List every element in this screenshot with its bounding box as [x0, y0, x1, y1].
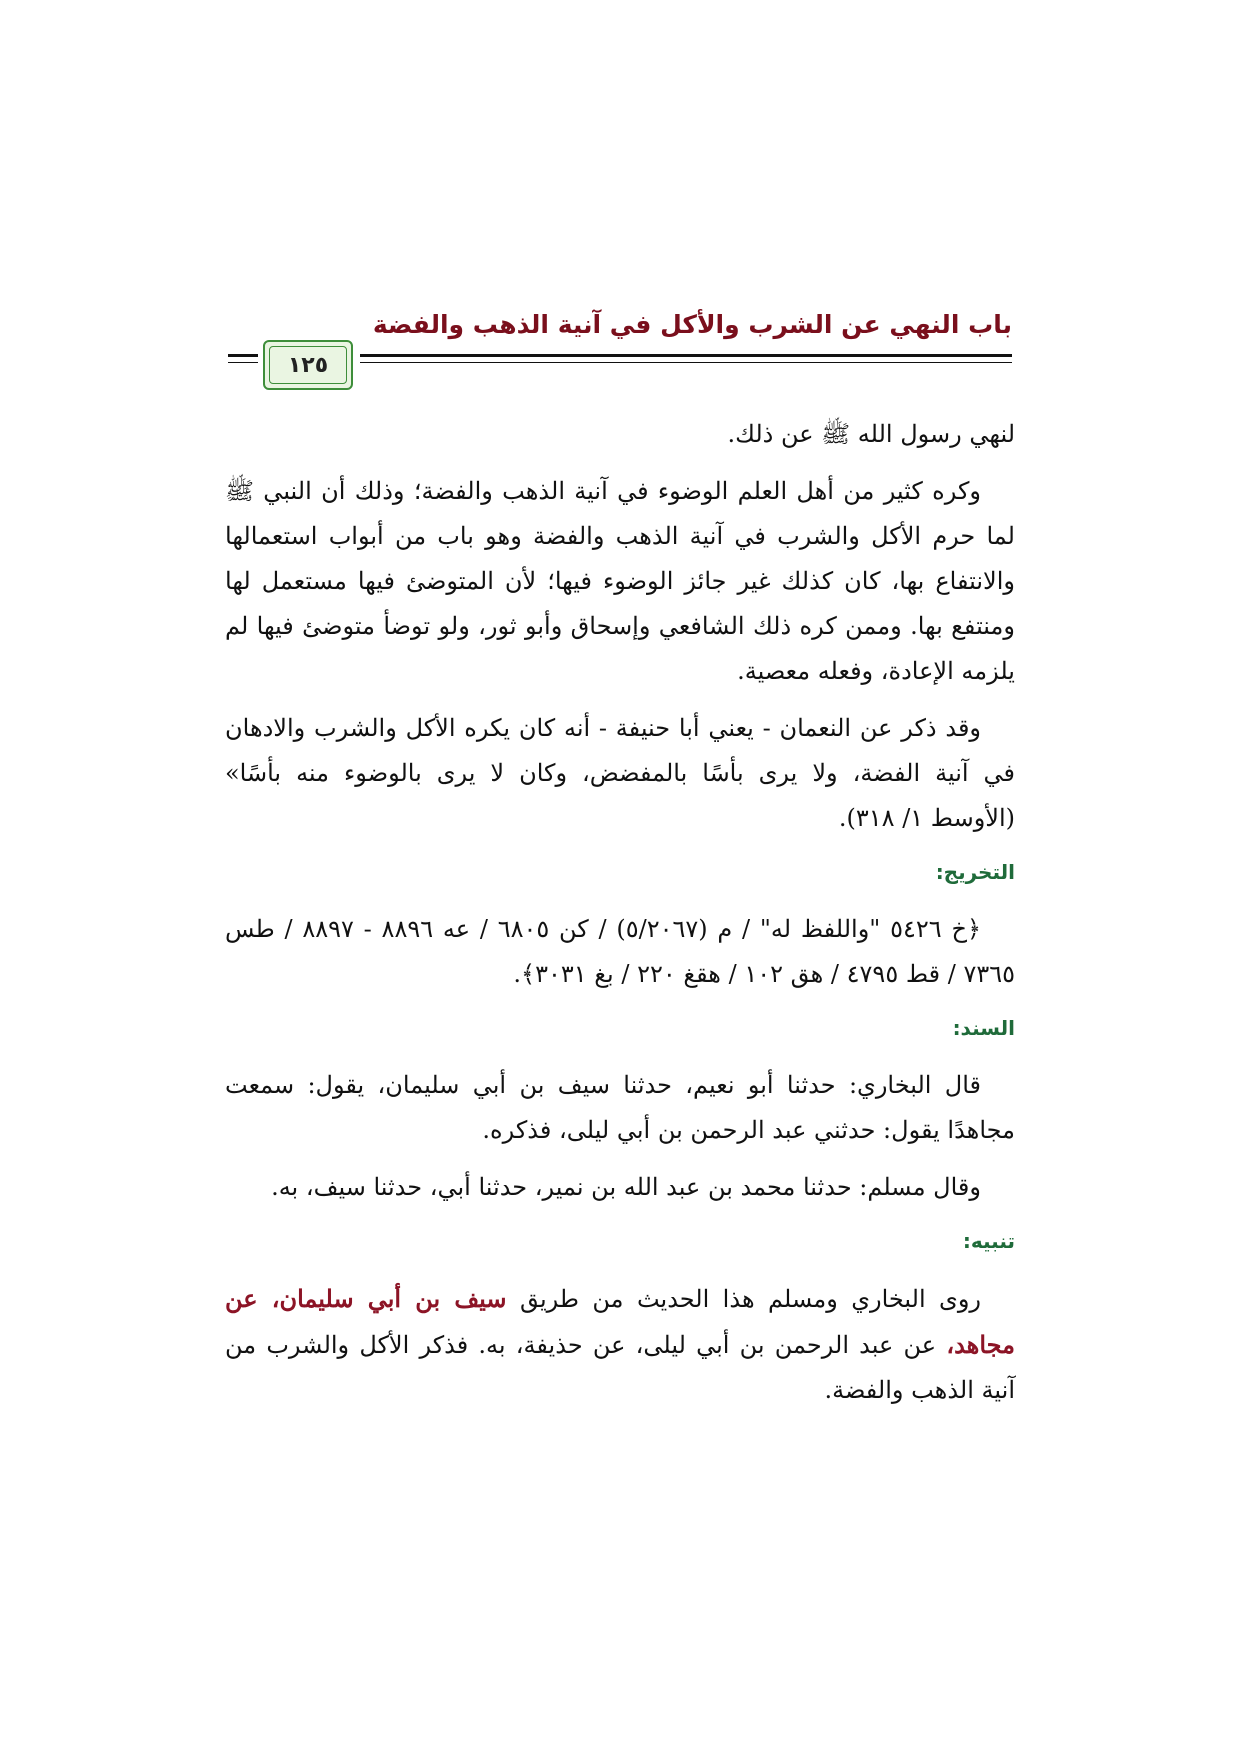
sanad-muslim: وقال مسلم: حدثنا محمد بن عبد الله بن نمير، حدثنا أبي، حدثنا سيف، به. — [271, 1173, 981, 1201]
tanbih-paragraph — [225, 1276, 1015, 1413]
sanad-bukhari: قال البخاري: حدثنا أبو نعيم، حدثنا سيف بن أبي سليمان، يقول: سمعت مجاهدًا يقول: حدثني عبد الرحمن بن أبي ليلى، فذكره. — [225, 1071, 1015, 1144]
header-rule-right-thin — [360, 362, 1012, 363]
tanbih-text-end: عن عبد الرحمن بن أبي ليلى، عن حذيفة، به. فذكر الأكل والشرب من آنية الذهب والفضة. — [225, 1331, 1015, 1404]
header-rule-left-thick — [228, 354, 258, 357]
paragraph-wudu: وكره كثير من أهل العلم الوضوء في آنية الذهب والفضة؛ وذلك أن النبي ﷺ لما حرم الأكل والشرب في آنية الذهب والفضة وهو باب من أبواب استعمالها والانتفاع بها، كان كذلك غير جائز الوضوء فيها؛ لأن المتوضئ فيها مستعمل لها ومنتفع بها. وممن كره ذلك الشافعي وإسحاق وأبو ثور، ولو توضأ متوضئ فيها لم يلزمه الإعادة، وفعله معصية. — [225, 477, 1015, 685]
header-rule-left-thin — [228, 362, 258, 363]
header-rule-right-thick — [360, 354, 1012, 357]
takhrij-heading: التخريج: — [935, 860, 1015, 884]
tanbih-heading: تنبيه: — [962, 1229, 1015, 1253]
page-header — [228, 310, 1012, 390]
takhrij-references: ﴿خ ٥٤٢٦ "واللفظ له" / م (٥/٢٠٦٧) / كن ٦٨٠٥ / عه ٨٨٩٦ - ٨٨٩٧ / طس ٧٣٦٥ / قط ٤٧٩٥ / هق ١٠٢ / هقغ ٢٢٠ / بغ ٣٠٣١﴾. — [225, 915, 1015, 988]
page-number: ١٢٥ — [287, 352, 329, 378]
paragraph-abu-hanifa: وقد ذكر عن النعمان - يعني أبا حنيفة - أنه كان يكره الأكل والشرب والادهان في آنية الفضة، ولا يرى بأسًا بالمفضض، وكان لا يرى بالوضوء منه بأسًا» (الأوسط ١/ ٣١٨). — [225, 714, 1015, 832]
page-body — [225, 412, 1015, 1425]
chapter-title: باب النهي عن الشرب والأكل في آنية الذهب والفضة — [372, 310, 1012, 339]
sanad-heading: السند: — [952, 1016, 1015, 1040]
tanbih-text-start: روى البخاري ومسلم هذا الحديث من طريق — [506, 1285, 981, 1313]
page-number-frame — [263, 340, 353, 390]
tanbih-highlighted-chain: سيف بن أبي سليمان، عن مجاهد، — [225, 1284, 1015, 1359]
paragraph-continuation: لنهي رسول الله ﷺ عن ذلك. — [727, 420, 1015, 448]
